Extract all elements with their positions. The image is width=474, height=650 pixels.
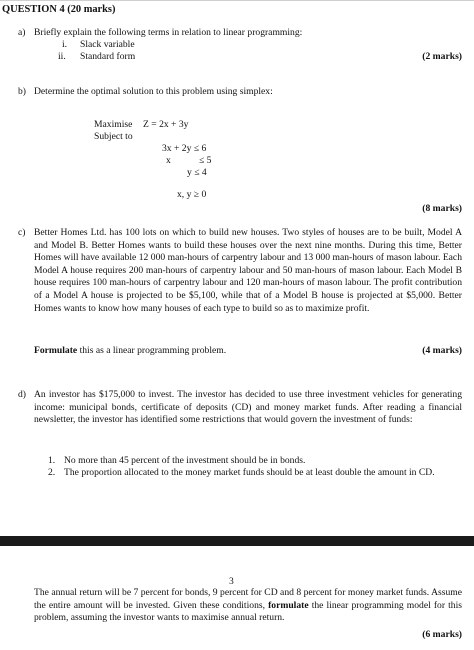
part-c-label: c) [18,227,26,238]
continuation-post: the linear programming model for this problem, assuming the investor wants to maximise annual return. [34,599,462,624]
non-negativity: x, y ≥ 0 [177,189,207,200]
continuation-pre: The annual return will be 7 percent for bonds, 9 percent for CD and 8 percent for money market funds. Assume the entire amount will be invested. Given these conditions, [34,587,462,611]
part-a-text: Briefly explain the following terms in relation to linear programming: [34,27,303,38]
list-item-text: No more than 45 percent of the investment should be in bonds. [64,455,306,466]
part-a-label: a) [18,27,26,38]
list-item-text: The proportion allocated to the money market funds should be at least double the amount in CD. [64,467,435,478]
part-a-marks: (2 marks) [422,51,462,62]
page-number: 3 [229,576,234,587]
part-c-instruction [34,345,226,358]
list-item-num: 1. [48,455,56,466]
part-c-paragraph: Better Homes Ltd. has 100 lots on which to build new houses. Two styles of houses are to be built, Model A and Model B. Better Homes wants to build these houses over the next nine months. During this time, Better Homes will have available 12 000 man-hours of carpentry labour and 13 000 man-hours of mason labour. Each Model A house requires 200 man-hours of carpentry labour and 50 man-hours of mason labour. Each Model B house requires 100 man-hours of carpentry labour and 120 man-hours of mason labour. The profit contribution of a Model A house is projected to be $5,100, while that of a Model B house is projected at $5,000. Better Homes wants to know how many houses of each type to build so as to maximize profit. [34,227,462,314]
list-item-num: 2. [48,467,56,478]
part-a-item-num: i. [62,39,68,50]
constraint: y ≤ 4 [187,167,207,178]
part-d-marks: (6 marks) [422,629,462,640]
objective-function: Z = 2x + 3y [143,119,189,130]
top-rule [0,0,474,1]
part-d-paragraph: An investor has $175,000 to invest. The investor has decided to use three investment vehicles for generating income: municipal bonds, certificate of deposits (CD) and money market funds. After reading a financial newsletter, the investor has identified some restrictions that would govern the investment of funds: [34,389,462,426]
part-a-item-num: ii. [58,51,66,62]
question-title: QUESTION 4 (20 marks) [2,4,116,15]
constraint-var: x [166,155,171,166]
formulate-keyword: Formulate [34,345,78,356]
part-b-text: Determine the optimal solution to this problem using simplex: [34,86,273,97]
page-break-band [0,536,474,546]
part-b-label: b) [18,86,26,97]
constraint: 3x + 2y ≤ 6 [162,143,207,154]
maximise-label: Maximise [94,119,133,130]
formulate-keyword: formulate [268,599,309,611]
constraint-rhs: ≤ 5 [199,155,212,166]
part-d-continuation [34,587,462,625]
part-d-label: d) [18,389,26,400]
part-a-item-text: Standard form [80,51,136,62]
subject-to-label: Subject to [94,131,133,142]
part-a-item-text: Slack variable [80,39,135,50]
part-c-marks: (4 marks) [422,345,462,356]
part-c-instruction-rest: this as a linear programming problem. [77,345,227,356]
part-b-marks: (8 marks) [422,203,462,214]
